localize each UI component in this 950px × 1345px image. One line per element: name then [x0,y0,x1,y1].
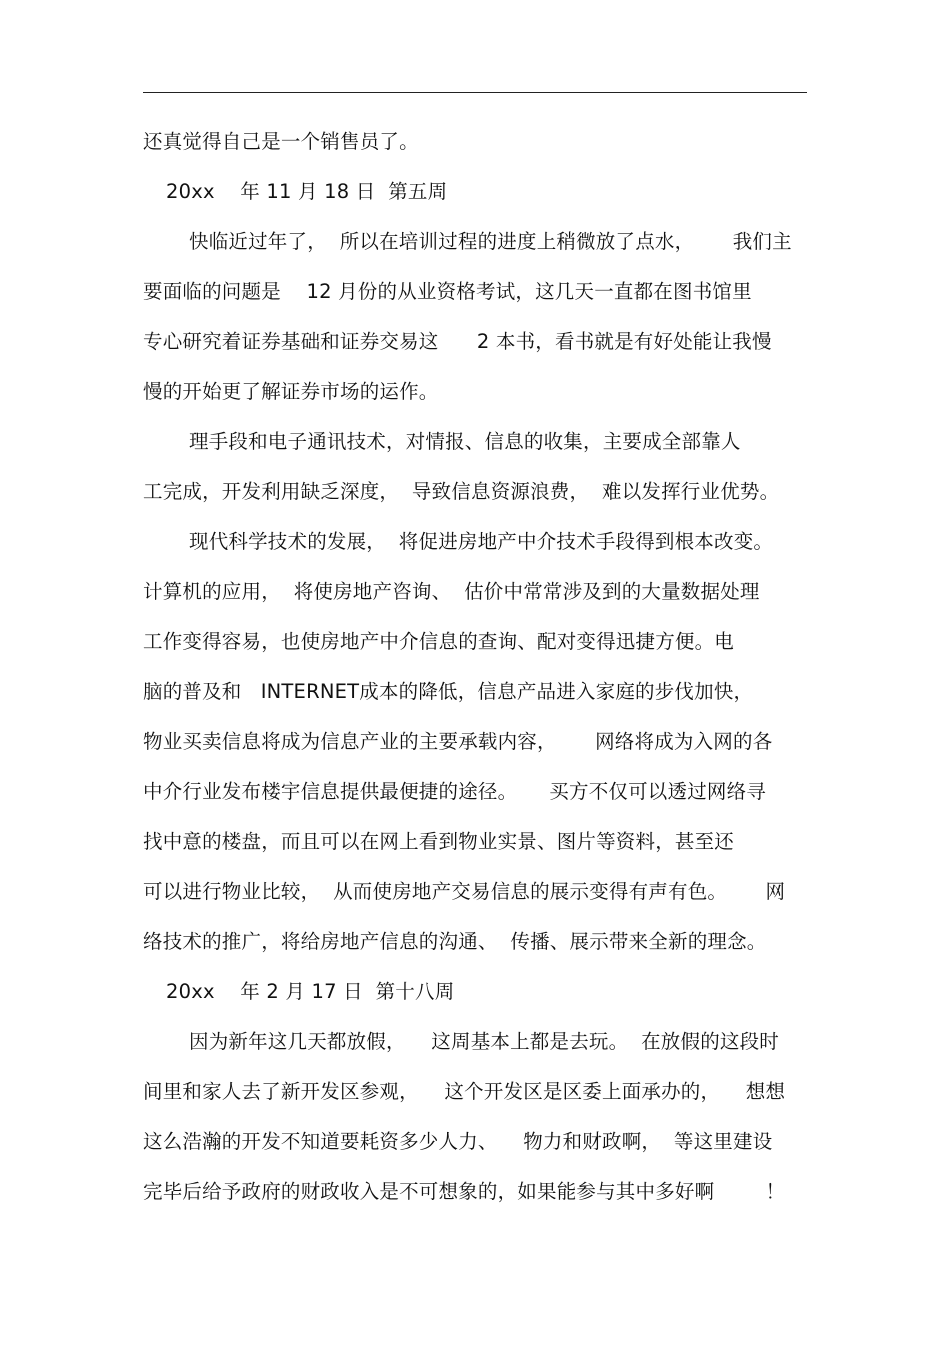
text-line: 物业买卖信息将成为信息产业的主要承载内容， 网络将成为入网的各 [143,730,773,753]
text-line: 工完成，开发利用缺乏深度， 导致信息资源浪费， 难以发挥行业优势。 [143,480,780,503]
text-line: 现代科学技术的发展， 将促进房地产中介技术手段得到根本改变。 [189,530,774,553]
text-line: 间里和家人去了新开发区参观， 这个开发区是区委上面承办的， 想想 [143,1080,786,1103]
text-line: 络技术的推广，将给房地产信息的沟通、 传播、展示带来全新的理念。 [143,930,767,953]
text-line: 完毕后给予政府的财政收入是不可想象的，如果能参与其中多好啊 ！ [143,1180,786,1203]
text-line: 脑的普及和 INTERNET成本的降低，信息产品进入家庭的步伐加快， [143,680,754,703]
text-line: 工作变得容易，也使房地产中介信息的查询、配对变得迅捷方便。电 [143,630,735,653]
text-line: 快临近过年了， 所以在培训过程的进度上稍微放了点水， 我们主 [189,230,792,253]
text-line: 这么浩瀚的开发不知道要耗资多少人力、 物力和财政啊， 等这里建设 [143,1130,773,1153]
text-line: 可以进行物业比较， 从而使房地产交易信息的展示变得有声有色。 网 [143,880,786,903]
text-line: 理手段和电子通讯技术，对情报、信息的收集，主要成全部靠人 [189,430,741,453]
text-line: 要面临的问题是 12 月份的从业资格考试，这几天一直都在图书馆里 [143,280,752,303]
date-heading: 20xx 年 11 月 18 日 第五周 [166,180,448,203]
date-heading: 20xx 年 2 月 17 日 第十八周 [166,980,455,1003]
text-line: 专心研究着证券基础和证券交易这 2 本书，看书就是有好处能让我慢 [143,330,772,353]
text-line: 慢的开始更了解证券市场的运作。 [143,380,439,403]
text-line: 中介行业发布楼宇信息提供最便捷的途径。 买方不仅可以透过网络寻 [143,780,766,803]
text-line: 找中意的楼盘，而且可以在网上看到物业实景、图片等资料，甚至还 [143,830,735,853]
header-rule [143,92,807,93]
text-line: 还真觉得自己是一个销售员了。 [143,130,419,153]
text-line: 计算机的应用， 将使房地产咨询、 估价中常常涉及到的大量数据处理 [143,580,760,603]
text-line: 因为新年这几天都放假， 这周基本上都是去玩。 在放假的这段时 [189,1030,779,1053]
